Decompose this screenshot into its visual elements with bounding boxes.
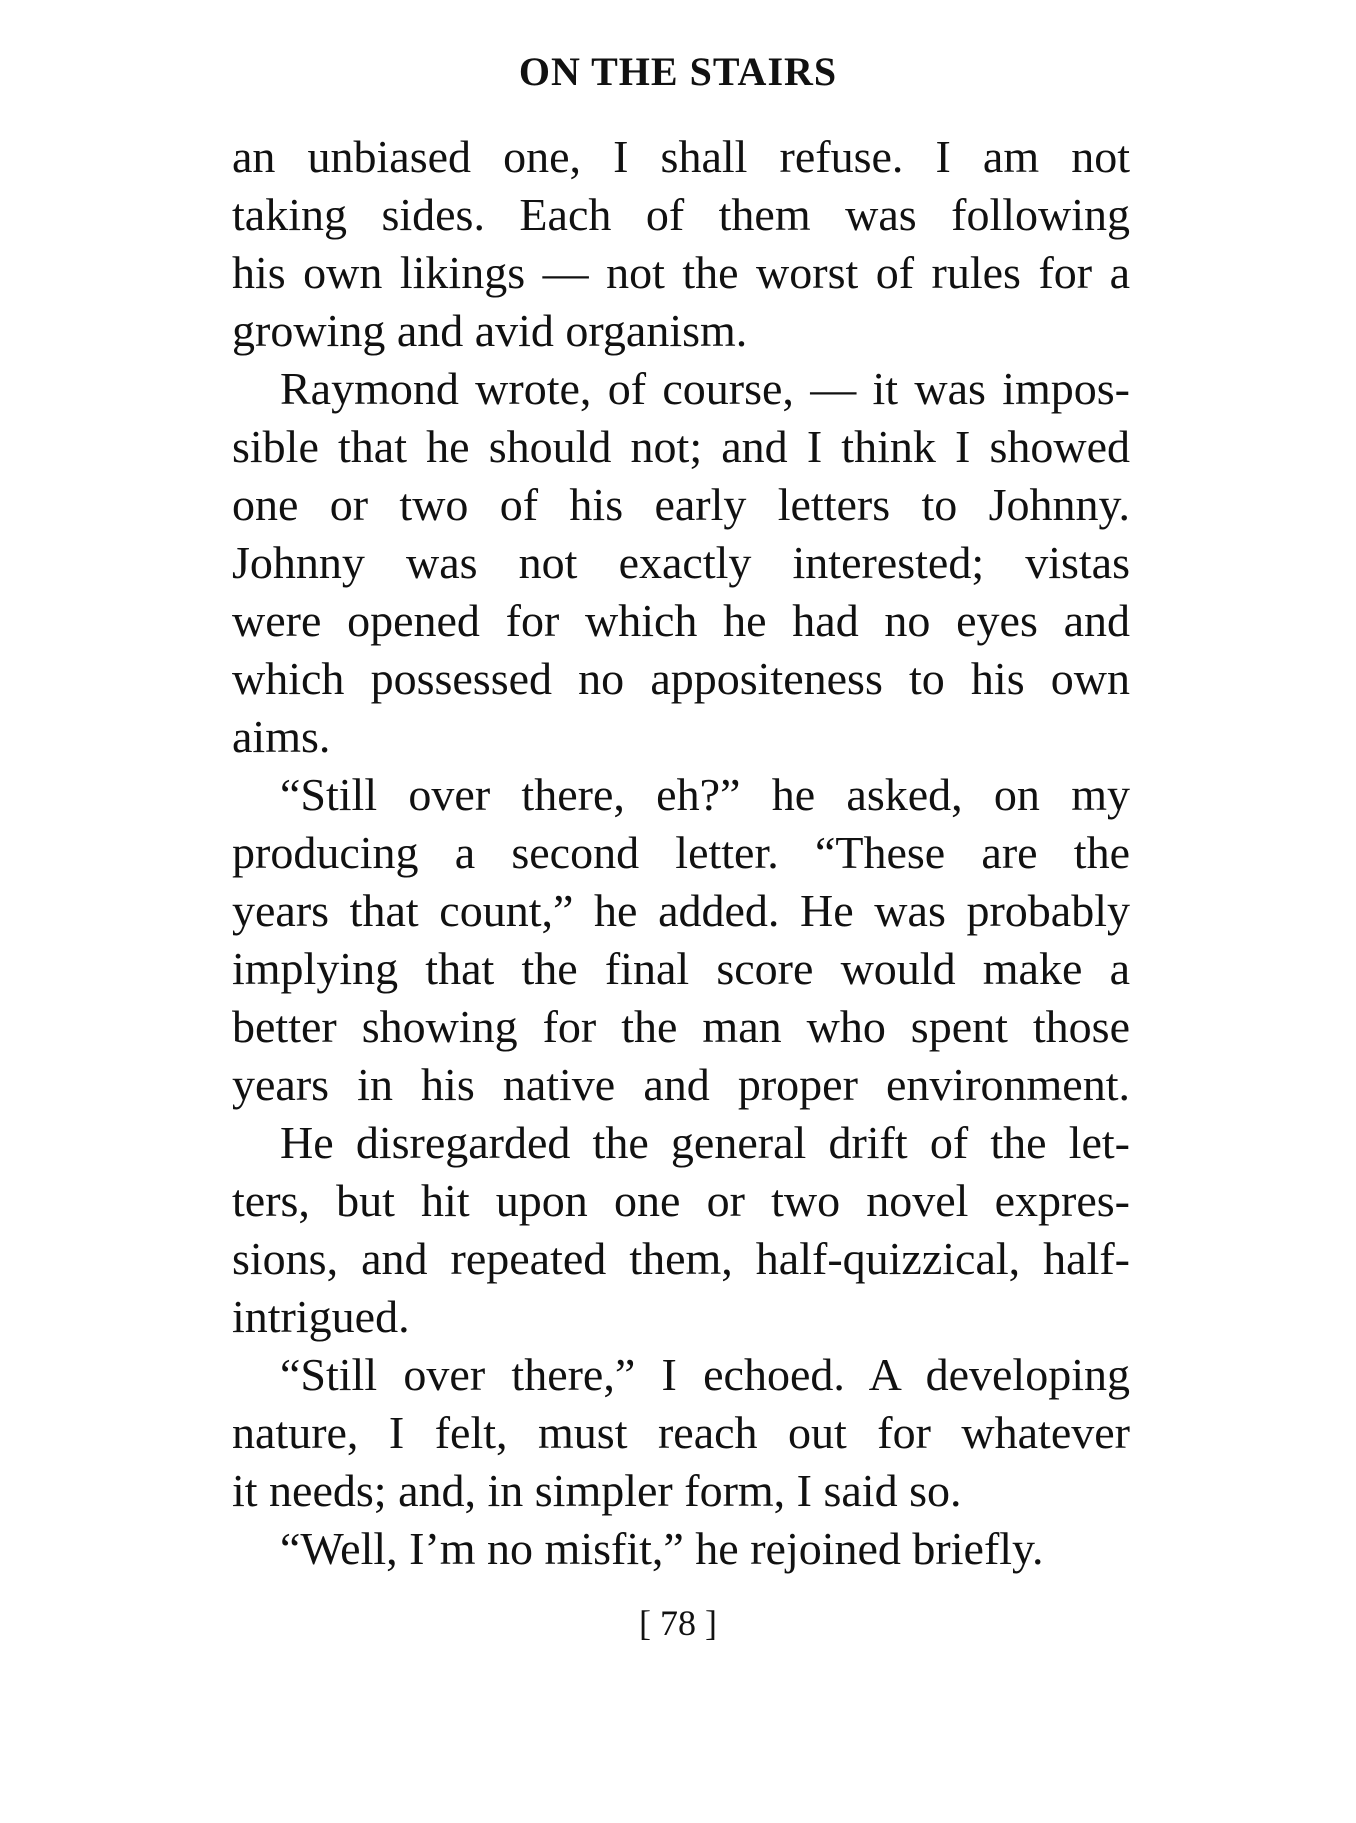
text-line: were opened for which he had no eyes and: [232, 595, 1130, 646]
text-line: aims.: [232, 711, 331, 762]
paragraph: [232, 1114, 1130, 1346]
text-line: years that count,” he added. He was probably: [232, 885, 1130, 936]
text-line: Johnny was not exactly interested; vistas: [232, 537, 1130, 588]
text-line: taking sides. Each of them was following: [232, 189, 1130, 240]
text-line: better showing for the man who spent those: [232, 1001, 1130, 1052]
text-line: “Still over there,” I echoed. A developing: [280, 1349, 1130, 1400]
text-line: nature, I felt, must reach out for whatever: [232, 1407, 1130, 1458]
text-line: growing and avid organism.: [232, 305, 748, 356]
text-line: producing a second letter. “These are the: [232, 827, 1130, 878]
text-line: intrigued.: [232, 1291, 410, 1342]
running-head: ON THE STAIRS: [518, 49, 838, 94]
text-line: sible that he should not; and I think I showed: [232, 421, 1130, 472]
text-line: one or two of his early letters to Johnny.: [232, 479, 1130, 530]
text-line: his own likings — not the worst of rules for a: [232, 247, 1130, 298]
text-line: implying that the final score would make a: [232, 943, 1130, 994]
paragraph: [232, 1520, 1130, 1578]
paragraph: [232, 766, 1130, 1114]
text-line: it needs; and, in simpler form, I said so.: [232, 1465, 962, 1516]
paragraph: [232, 360, 1130, 766]
page-number: [ 78 ]: [639, 1603, 717, 1643]
text-line: ters, but hit upon one or two novel expres-: [232, 1175, 1130, 1226]
text-line: an unbiased one, I shall refuse. I am not: [232, 131, 1130, 182]
text-line: which possessed no appositeness to his own: [232, 653, 1130, 704]
paragraph: [232, 1346, 1130, 1520]
text-line: sions, and repeated them, half-quizzical, half-: [232, 1233, 1130, 1284]
text-line: “Still over there, eh?” he asked, on my: [280, 769, 1130, 820]
text-line: Raymond wrote, of course, — it was impos-: [280, 363, 1130, 414]
text-line: years in his native and proper environment.: [232, 1059, 1130, 1110]
body-text: [232, 128, 1130, 1578]
text-line: “Well, I’m no misfit,” he rejoined briefly.: [280, 1523, 1044, 1574]
text-line: He disregarded the general drift of the let-: [280, 1117, 1130, 1168]
paragraph: [232, 128, 1130, 360]
